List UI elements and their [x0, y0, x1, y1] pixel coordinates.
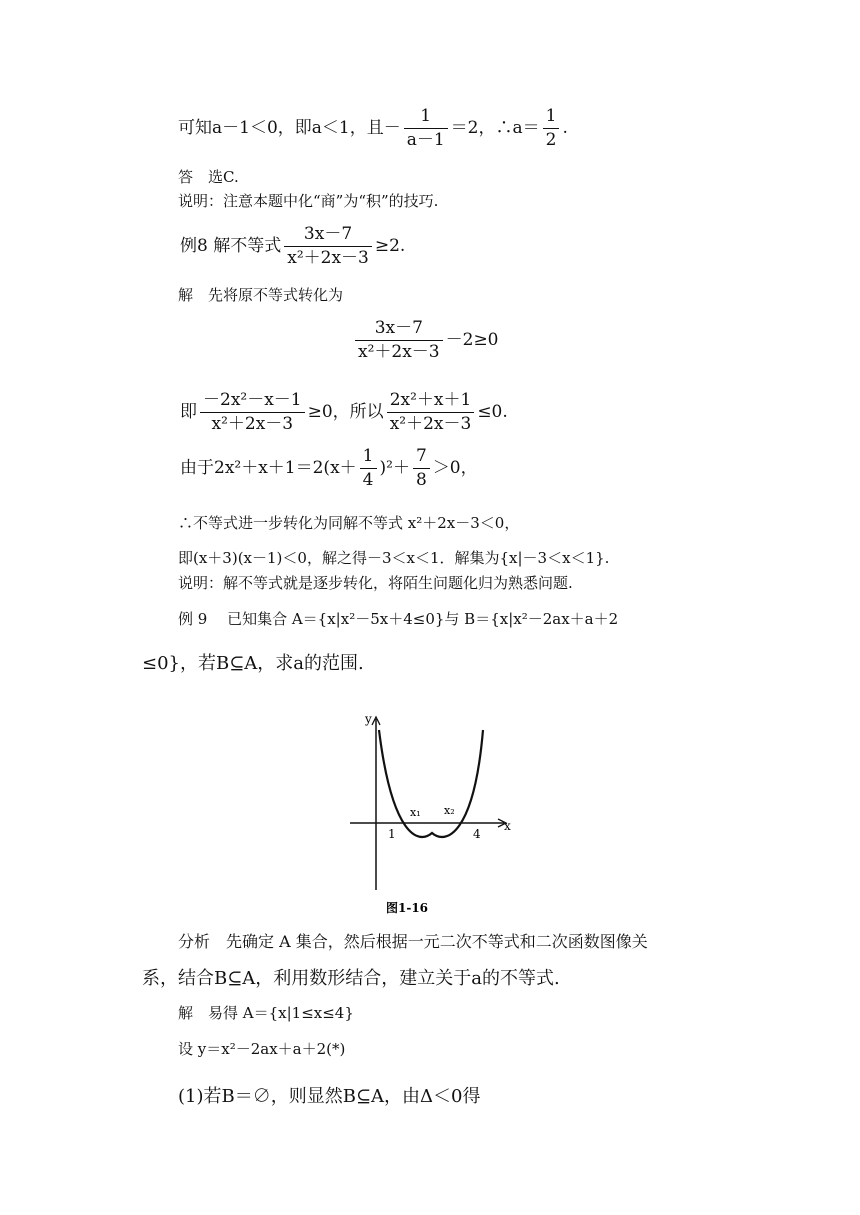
- fraction-denominator: 4: [362, 470, 374, 490]
- fraction-denominator: x²＋2x－3: [389, 414, 472, 434]
- fraction-3x-7: [284, 226, 372, 267]
- fraction-denominator: 8: [415, 470, 427, 490]
- tick-1-label: 1: [388, 827, 396, 841]
- fraction-denominator: a－1: [406, 130, 445, 150]
- define-y-line: 设 y＝x²－2ax＋a＋2(*): [178, 1040, 346, 1058]
- eq-ji-post: ≤0.: [477, 402, 508, 422]
- fraction-denominator: x²＋2x－3: [211, 414, 294, 434]
- line1-pre: 可知a－1＜0，即a＜1，且－: [178, 118, 401, 138]
- x-axis-label: x: [504, 819, 511, 833]
- tick-4-label: 4: [473, 827, 481, 841]
- fraction-neg2x2: [200, 392, 305, 433]
- eq-ji-mid: ≥0，所以: [307, 402, 384, 422]
- figure-caption: 图1-16: [386, 901, 429, 915]
- line1-post: .: [562, 118, 568, 138]
- fraction-numerator: 3x－7: [284, 226, 372, 247]
- fraction-one-quarter: [360, 448, 377, 489]
- eq-youyu-pre: 由于2x²＋x＋1＝2(x＋: [180, 458, 357, 478]
- centered-equation: [352, 320, 499, 361]
- answer-line: 答 选C.: [178, 168, 239, 186]
- fraction-numerator: 1: [543, 108, 560, 129]
- fraction-numerator: 2x²＋x＋1: [387, 392, 475, 413]
- case-1-line: (1)若B＝∅，则显然B⊆A，由Δ＜0得: [178, 1086, 481, 1107]
- example-9-line-1: 例 9 已知集合 A＝{x|x²－5x＋4≤0}与 B＝{x|x²－2ax＋a＋2: [178, 610, 619, 628]
- fraction-numerator: 3x－7: [355, 320, 443, 341]
- parabola-figure: [340, 705, 530, 920]
- equation-ji-line: [180, 392, 508, 433]
- eq-youyu-post: ＞0，: [432, 458, 478, 478]
- fraction-numerator: 1: [404, 108, 448, 129]
- analysis-line-1: 分析 先确定 A 集合，然后根据一元二次不等式和二次函数图像关: [178, 932, 648, 951]
- analysis-line-2: 系，结合B⊆A，利用数形结合，建立关于a的不等式.: [142, 968, 560, 989]
- fraction-denominator: x²＋2x－3: [358, 342, 440, 362]
- fraction-1-over-a-minus-1: [404, 108, 448, 149]
- solution-line-1: 解 先将原不等式转化为: [178, 286, 344, 304]
- equation-youyu-line: [180, 448, 478, 489]
- eq-ji-pre: 即: [180, 402, 197, 422]
- fraction-numerator: 1: [360, 448, 377, 469]
- solution-set-line: 即(x＋3)(x－1)＜0，解之得－3＜x＜1．解集为{x|－3＜x＜1}.: [178, 549, 610, 567]
- parabola-curve: [379, 730, 483, 837]
- note-line-1: 说明：注意本题中化“商”为“积”的技巧.: [178, 192, 439, 210]
- solution-line-2: 解 易得 A＝{x|1≤x≤4}: [178, 1004, 354, 1022]
- fraction-seven-eighths: [413, 448, 430, 489]
- fraction-2x2: [387, 392, 475, 433]
- centered-equation-post: －2≥0: [445, 330, 499, 350]
- example-8-line: [180, 226, 405, 267]
- note-line-2: 说明：解不等式就是逐步转化，将陌生问题化归为熟悉问题.: [178, 574, 573, 592]
- equation-line-a: [178, 108, 568, 149]
- example-8-post: ≥2.: [374, 236, 406, 256]
- fraction-numerator: －2x²－x－1: [200, 392, 305, 413]
- fraction-one-half: [543, 108, 560, 149]
- fraction-numerator: 7: [413, 448, 430, 469]
- line1-mid: ＝2，∴a＝: [450, 118, 540, 138]
- eq-youyu-mid: )²＋: [379, 458, 410, 478]
- root-x1-label: x₁: [410, 806, 421, 819]
- fraction-3x-7: [355, 320, 443, 361]
- y-axis-label: y: [365, 712, 372, 726]
- root-x2-label: x₂: [444, 804, 455, 817]
- example-8-label: 例8 解不等式: [180, 236, 282, 256]
- fraction-denominator: 2: [545, 130, 557, 150]
- example-9-line-2: ≤0}，若B⊆A，求a的范围.: [142, 653, 364, 674]
- therefore-line: ∴不等式进一步转化为同解不等式 x²＋2x－3＜0，: [178, 514, 520, 532]
- fraction-denominator: x²＋2x－3: [287, 248, 369, 268]
